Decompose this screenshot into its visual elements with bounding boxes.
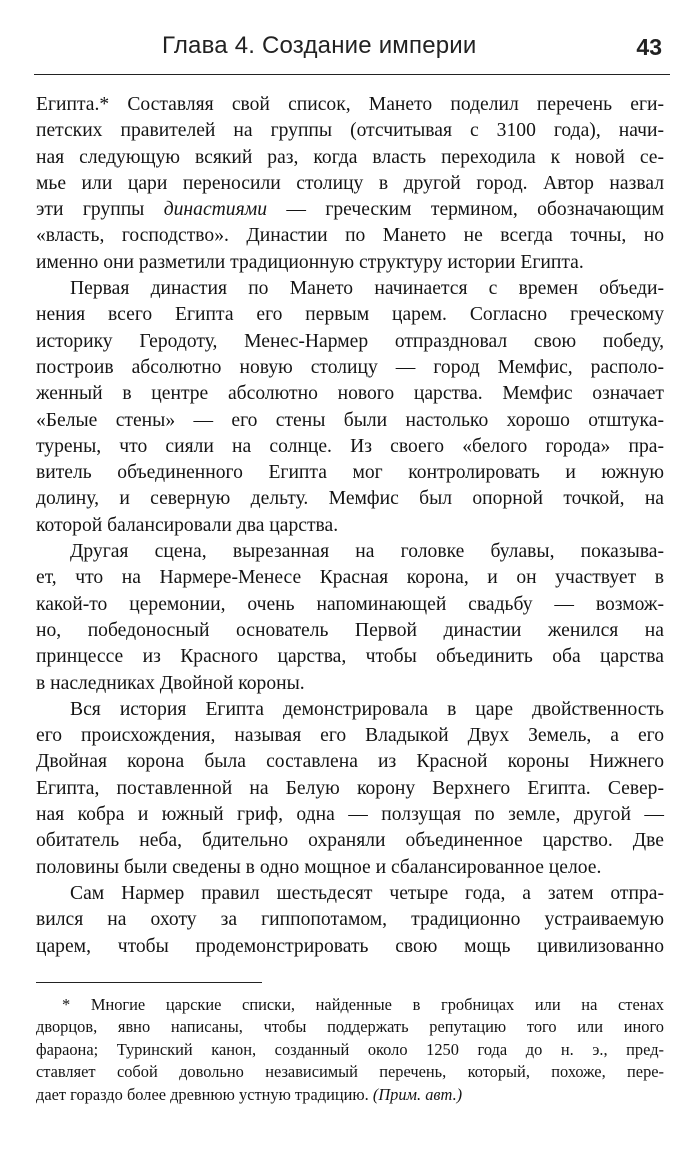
footnote-divider	[36, 982, 262, 983]
text-line: какой-то церемонии, очень напоминающей свадьбу — возмож-	[36, 593, 664, 615]
text-line: турены, что сияли на солнце. Из своего «белого города» пра-	[36, 435, 664, 457]
text-line: ная кобра и южный гриф, одна — ползущая по земле, другой —	[36, 804, 664, 826]
text-line: мье или цари переносили столицу в другой город. Автор назвал	[36, 172, 664, 194]
text-line	[36, 197, 664, 223]
text-line: нения всего Египта его первым царем. Согласно греческому	[36, 304, 664, 326]
chapter-title: Глава 4. Создание империи	[162, 32, 477, 59]
text-fragment: дает гораздо более древнюю устную традицию.	[36, 1084, 373, 1104]
text-line: в наследниках Двойной короны.	[36, 672, 305, 694]
running-head	[34, 30, 670, 75]
paragraph-5	[36, 881, 664, 960]
text-line: «Белые стены» — его стены были настолько хорошо отштука-	[36, 409, 664, 431]
page-number: 43	[636, 34, 662, 60]
paragraph-1	[36, 92, 664, 276]
text-line: именно они разметили традиционную структуру истории Египта.	[36, 251, 584, 273]
footnote-line: ставляет собой довольно независимый перечень, который, похоже, пере-	[36, 1062, 664, 1082]
text-line: ет, что на Нармере-Менесе Красная корона, и он участвует в	[36, 567, 664, 589]
author-note: (Прим. авт.)	[372, 1084, 463, 1104]
paragraph-2	[36, 276, 664, 539]
footnote-line: фараона; Туринский канон, созданный около 1250 года до н. э., пред-	[36, 1039, 664, 1059]
text-line: которой балансировали два царства.	[36, 514, 339, 536]
text-line: «власть, господство». Династии по Мането не всегда точны, но	[36, 225, 664, 247]
text-line: Сам Нармер правил шестьдесят четыре года, а затем отпра-	[70, 882, 664, 904]
text-line: царем, чтобы продемонстрировать свою мощь цивилизованно	[36, 935, 664, 957]
text-line: вился на охоту за гиппопотамом, традиционно устраиваемую	[36, 909, 664, 931]
footnote-line: * Многие царские списки, найденные в гробницах или на стенах	[62, 995, 664, 1014]
text-line: Вся история Египта демонстрировала в царе двойственность	[70, 698, 664, 720]
text-line: женный в центре абсолютно нового царства. Мемфис означает	[36, 383, 664, 405]
text-line: обитатель неба, бдительно охраняли объединенное царство. Две	[36, 830, 664, 852]
text-line: историку Геродоту, Менес-Нармер отпраздновал свою победу,	[36, 330, 664, 352]
paragraph-4	[36, 697, 664, 881]
text-line: Египта.* Составляя свой список, Мането поделил перечень еги-	[36, 94, 664, 115]
text-line: принцессе из Красного царства, чтобы объединить оба царства	[36, 646, 664, 668]
italic-term: династиями	[163, 199, 267, 221]
footnote	[36, 994, 664, 1106]
text-line: но, победоносный основатель Первой династии женился на	[36, 619, 664, 641]
body-text	[36, 92, 664, 960]
text-line: построив абсолютно новую столицу — город Мемфис, располо-	[36, 356, 664, 378]
text-line: Первая династия по Мането начинается с времен объеди-	[70, 278, 664, 300]
text-fragment: — греческим термином, обозначающим	[267, 199, 664, 221]
text-fragment: эти группы	[36, 199, 164, 221]
text-line: Двойная корона была составлена из Красной короны Нижнего	[36, 751, 664, 773]
footnote-line: дворцов, явно написаны, чтобы поддержать репутацию того или иного	[36, 1017, 664, 1037]
text-line: его происхождения, называя его Владыкой Двух Земель, а его	[36, 725, 664, 747]
text-line: Другая сцена, вырезанная на головке булавы, показыва-	[70, 541, 664, 563]
paragraph-3	[36, 539, 664, 697]
text-line: половины были сведены в одно мощное и сбалансированное целое.	[36, 856, 602, 878]
footnote-line	[36, 1084, 664, 1106]
text-line: долину, и северную дельту. Мемфис был опорной точкой, на	[36, 488, 664, 510]
text-line: ная следующую всякий раз, когда власть переходила к новой се-	[36, 146, 664, 168]
text-line: петских правителей на группы (отсчитывая с 3100 года), начи-	[36, 120, 664, 142]
text-line: витель объединенного Египта мог контролировать и южную	[36, 462, 664, 484]
text-line: Египта, поставленной на Белую корону Верхнего Египта. Север-	[36, 777, 664, 799]
